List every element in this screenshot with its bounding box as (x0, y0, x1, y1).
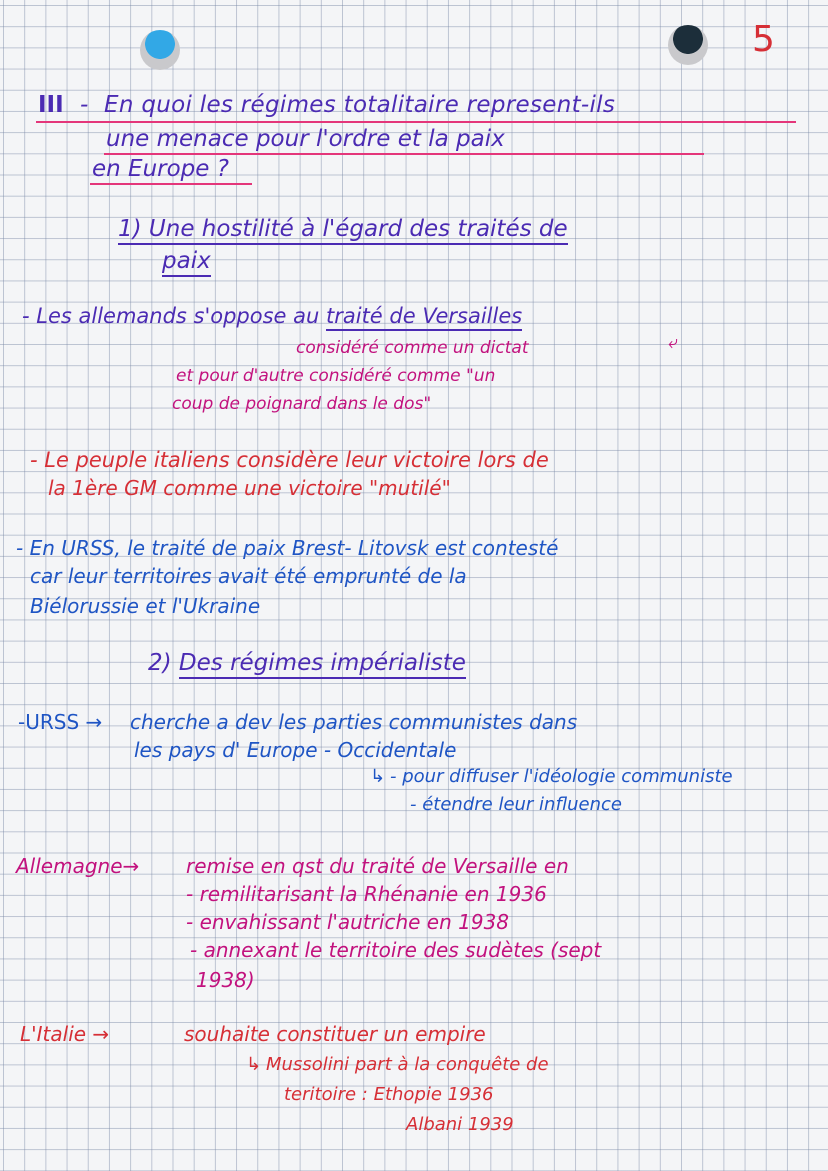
germany-line-3: - envahissant l'autriche en 1938 (186, 910, 510, 934)
turn-arrow-icon: ↳ (246, 1054, 262, 1075)
italy-label: L'Italie → (20, 1022, 110, 1046)
section-3-line-1: En quoi les régimes totalitaire represent-ils (104, 92, 616, 118)
subheading-1-line-2: paix (162, 250, 211, 273)
urss-bullet-line-2: car leur territoires avait été emprunté de la (30, 564, 467, 588)
italy-line-2: Mussolini part à la conquête de (266, 1054, 549, 1075)
urss-line-2: les pays d' Europe - Occidentale (134, 738, 457, 762)
germany-line-4: - annexant le territoire des sudètes (sept (190, 938, 602, 962)
highlight-underline-2 (104, 153, 704, 155)
germany-line-1: remise en qst du traité de Versaille en (186, 854, 569, 878)
germany-label: Allemagne→ (16, 854, 140, 878)
germany-bullet-line-2: considéré comme un dictat (296, 338, 529, 358)
germany-line-5: 1938) (196, 968, 255, 992)
italy-line-1: souhaite constituer un empire (184, 1022, 486, 1046)
germany-bullet-line-4: coup de poignard dans le dos" (172, 394, 432, 414)
arrow-right-icon: → (92, 1022, 110, 1046)
section-3-line-3: en Europe ? (92, 156, 229, 182)
italy-line-4: Albani 1939 (406, 1114, 514, 1135)
turn-arrow-icon: ↳ (370, 766, 386, 787)
germany-line-2: - remilitarisant la Rhénanie en 1936 (186, 882, 547, 906)
binder-hole-left (140, 30, 180, 70)
italy-bullet-line-1: - Le peuple italiens considère leur victoire lors de (30, 448, 549, 472)
urss-bullet-line-3: Biélorussie et l'Ukraine (30, 594, 261, 618)
highlight-underline-3 (90, 183, 252, 185)
urss-line-1: cherche a dev les parties communistes dans (130, 710, 578, 734)
arrow-right-icon: → (85, 710, 103, 734)
arrow-right-icon: → (122, 854, 140, 878)
italy-line-3: teritoire : Ethopie 1936 (284, 1084, 494, 1105)
urss-line-3: - pour diffuser l'idéologie communiste (390, 766, 733, 787)
section-3-dash: - (80, 92, 89, 118)
highlight-underline-1 (36, 121, 796, 123)
urss-line-4: - étendre leur influence (410, 794, 622, 815)
subheading-2: 2) Des régimes impérialiste (148, 652, 466, 675)
section-3-line-2: une menace pour l'ordre et la paix (106, 126, 505, 152)
section-3-numeral: III (38, 92, 64, 118)
urss-bullet-line-1: - En URSS, le traité de paix Brest- Litovsk est contesté (16, 536, 559, 560)
germany-bullet-line-1: - Les allemands s'oppose au traité de Versailles (22, 306, 522, 327)
urss-label: -URSS → (18, 710, 103, 734)
page-number: 5 (752, 19, 775, 60)
return-arrow-icon: ⤶ (668, 332, 679, 353)
binder-hole-right (668, 25, 708, 65)
italy-bullet-line-2: la 1ère GM comme une victoire "mutilé" (48, 476, 451, 500)
germany-bullet-line-3: et pour d'autre considéré comme "un (176, 366, 496, 386)
subheading-1-line-1: 1) Une hostilité à l'égard des traités de (118, 218, 568, 241)
